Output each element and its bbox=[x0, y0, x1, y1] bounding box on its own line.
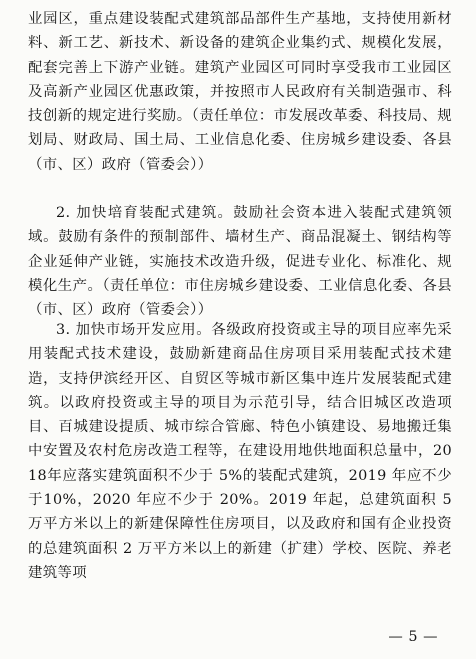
paragraph-prefab-cultivation: 2. 加快培育装配式建筑。鼓励社会资本进入装配式建筑领域。鼓励有条件的预制部件、墙材生产、商品混凝土、钢结构等企业延伸产业链，实施技术改造升级，促进专业化、标准化、规模化生产。（责任单位：市住房城乡建设委、工业信息化委、各县（市、区）政府（管委会）） bbox=[28, 205, 452, 319]
paragraph-market-application: 3. 加快市场开发应用。各级政府投资或主导的项目应率先采用装配式技术建设，鼓励新建商品住房项目采用装配式技术建造，支持伊滨经开区、自贸区等城市新区集中连片发展装配式建筑。以政府投资或主导的项目为示范引导，结合旧城区改造项目、百城建设提质、城市综合管廊、特色小镇建设、易地搬迁集中安置及农村危房改造工程等，在建设用地供地面积总量中，2018年应落实建筑面积不少于 5%的装配式建筑，2019 年应不少于10%，2020 年应不少于 20%。2019 年起，总建筑面积 5 万平方米以上的新建保障性住房项目，以及政府和国有企业投资的总建筑面积 2 万平方米以上的新建（扩建）学校、医院、养老建筑等项 bbox=[28, 322, 452, 581]
paragraph-industrial-park: 业园区，重点建设装配式建筑部品部件生产基地，支持使用新材料、新工艺、新技术、新设备的建筑企业集约式、规模化发展，配套完善上下游产业链。建筑产业园区可同时享受我市工业园区及高新产业园区优惠政策，并按照市人民政府有关制造强市、科技创新的规定进行奖励。（责任单位：市发展改革委、科技局、规划局、财政局、国土局、工业信息化委、住房城乡建设委、各县（市、区）政府（管委会）） bbox=[28, 11, 452, 173]
page-number: — 5 — bbox=[388, 629, 438, 645]
